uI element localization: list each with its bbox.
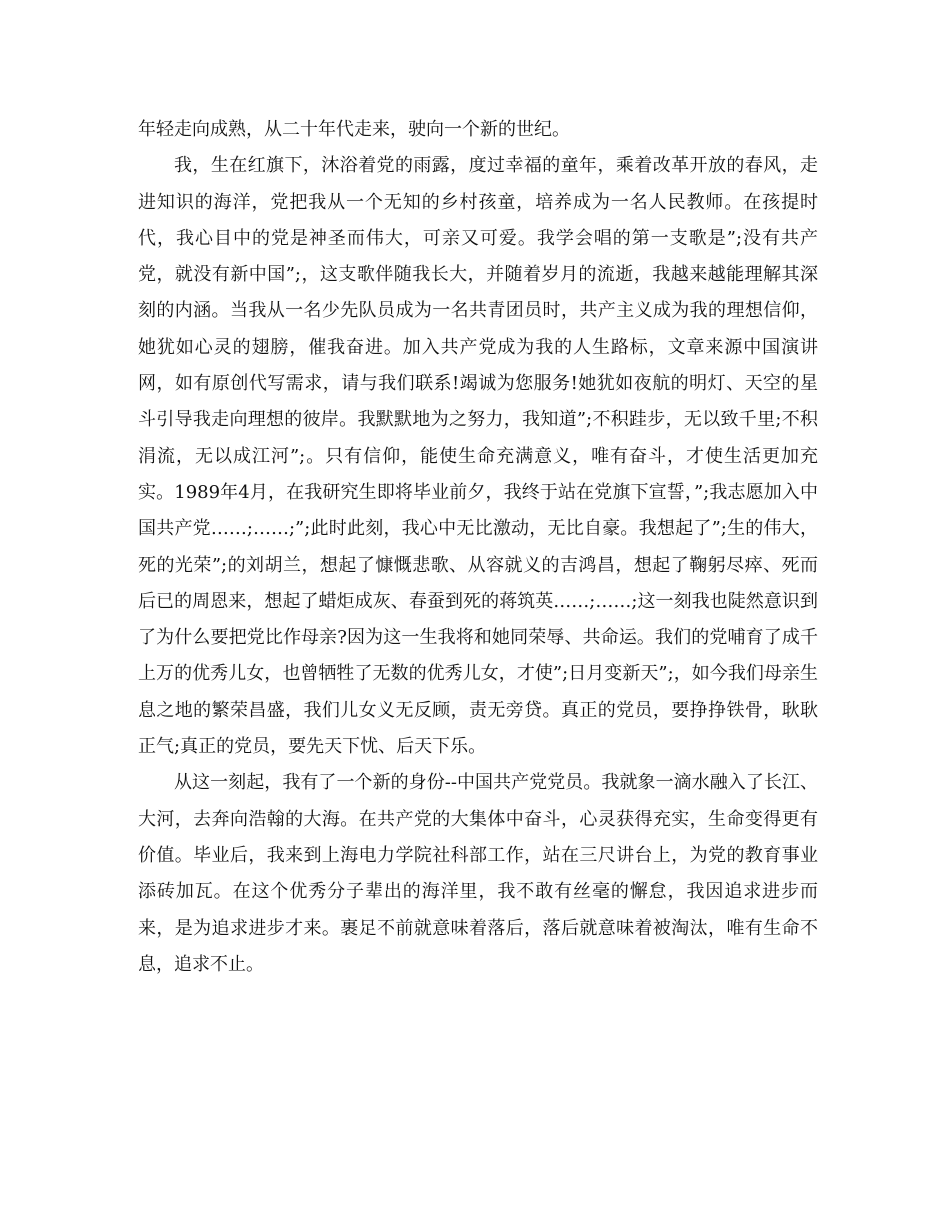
paragraph-2: 我，生在红旗下，沐浴着党的雨露，度过幸福的童年，乘着改革开放的春风，走进知识的海洋，党把我从一个无知的乡村孩童，培养成为一名人民教师。在孩提时代，我心目中的党是神圣而伟大，可亲又可爱。我学会唱的第一支歌是”;没有共产党，就没有新中国”;，这支歌伴随我长大，并随着岁月的流逝，我越来越能理解其深刻的内涵。当我从一名少先队员成为一名共青团员时，共产主义成为我的理想信仰，她犹如心灵的翅膀，催我奋进。加入共产党成为我的人生路标，文章来源中国演讲网，如有原创代写需求，请与我们联系!竭诚为您服务!她犹如夜航的明灯、天空的星斗引导我走向理想的彼岸。我默默地为之努力，我知道”;不积跬步，无以致千里;不积涓流，无以成江河”;。只有信仰，能使生命充满意义，唯有奋斗，才使生活更加充实。1989年4月，在我研究生即将毕业前夕，我终于站在党旗下宣誓，”;我志愿加入中国共产党……;……;”;此时此刻，我心中无比激动，无比自豪。我想起了”;生的伟大，死的光荣”;的刘胡兰，想起了慷慨悲歌、从容就义的吉鸿昌，想起了鞠躬尽瘁、死而后已的周恩来，想起了蜡炬成灰、春蚕到死的蒋筑英……;……;这一刻我也陡然意识到了为什么要把党比作母亲?因为这一生我将和她同荣辱、共命运。我们的党哺育了成千上万的优秀儿女，也曾牺牲了无数的优秀儿女，才使”;日月变新天”;，如今我们母亲生息之地的繁荣昌盛，我们儿女义无反顾，责无旁贷。真正的党员，要挣挣铁骨，耿耿正气;真正的党员，要先天下忧、后天下乐。	[138, 155, 818, 758]
paragraph-1: 年轻走向成熟，从二十年代走来，驶向一个新的世纪。	[138, 119, 570, 140]
document-body	[138, 112, 818, 983]
paragraph-3: 从这一刻起，我有了一个新的身份--中国共产党党员。我就象一滴水融入了长江、大河，去奔向浩翰的大海。在共产党的大集体中奋斗，心灵获得充实，生命变得更有价值。毕业后，我来到上海电力学院社科部工作，站在三尺讲台上，为党的教育事业添砖加瓦。在这个优秀分子辈出的海洋里，我不敢有丝毫的懈怠，我因追求进步而来，是为追求进步才来。裹足不前就意味着落后，落后就意味着被淘汰，唯有生命不息，追求不止。	[138, 772, 818, 975]
